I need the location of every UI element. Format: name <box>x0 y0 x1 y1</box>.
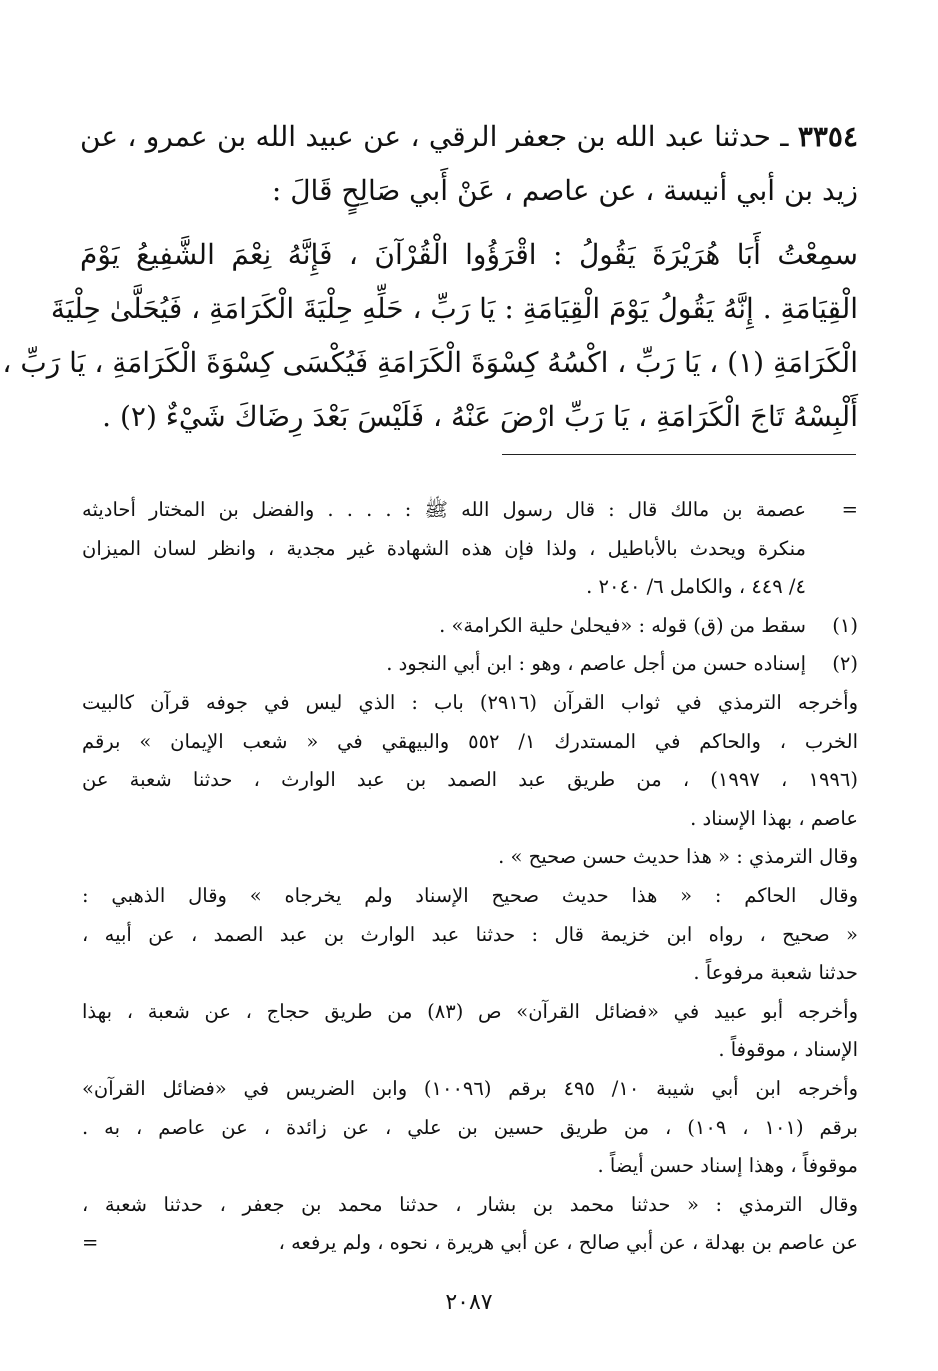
hadith-line: ٣٣٥٤ ـ حدثنا عبد الله بن جعفر الرقي ، عن عبيد الله بن عمرو ، عن <box>80 120 858 153</box>
footnote-line: موقوفاً ، وهذا إسناد حسن أيضاً . <box>597 1154 858 1178</box>
hadith-number: ٣٣٥٤ <box>797 120 858 153</box>
footnote-line: الإسناد ، موقوفاً . <box>718 1038 858 1062</box>
footnotes <box>82 491 858 1263</box>
footnote-line: حدثنا شعبة مرفوعاً . <box>693 961 858 985</box>
hadith-line: الْقِيَامَةِ . إِنَّهُ يَقُولُ يَوْمَ الْقِيَامَةِ : يَا رَبِّ ، حَلِّهِ حِلْيَةَ الْكَرَامَةِ ، فَيُحَلَّىٰ حِلْيَةَ <box>50 292 858 325</box>
footnote-line: ٤/ ٤٤٩ ، والكامل ٦/ ٢٠٤٠ . <box>586 575 806 599</box>
hadith-line: سمِعْتُ أَبَا هُرَيْرَةَ يَقُولُ : اقْرَؤُوا الْقُرْآنَ ، فَإِنَّهُ نِعْمَ الشَّفِيعُ يَوْمَ <box>80 238 858 271</box>
footnote-line: وأخرجه أبو عبيد في «فضائل القرآن» ص (٨٣) من طريق حجاج ، عن شعبة ، بهذا <box>82 999 858 1023</box>
footnote-line: وقال الترمذي : « حدثنا محمد بن بشار ، حدثنا محمد بن جعفر ، حدثنا شعبة ، <box>82 1192 858 1216</box>
footnote-2-marker: (٢) <box>832 652 858 676</box>
footnote-line: « صحيح ، رواه ابن خزيمة قال : حدثنا عبد الوارث بن عبد الصمد ، عن أبيه ، <box>82 922 858 946</box>
continuation-marker: = <box>841 498 858 521</box>
hadith-matn <box>2 228 858 444</box>
hadith-line: الْكَرَامَةِ (١) ، يَا رَبِّ ، اكْسُهُ كِسْوَةَ الْكَرَامَةِ فَيُكْسَى كِسْوَةَ الْكَرَامَةِ ، يَا رَبِّ ، <box>2 346 858 379</box>
footnote-line: وقال الترمذي : « هذا حديث حسن صحيح » . <box>498 845 858 869</box>
hadith-line: زيد بن أبي أنيسة ، عن عاصم ، عَنْ أَبي صَالِحٍ قَالَ : <box>271 174 858 207</box>
footnote-line: وأخرجه ابن أبي شيبة ١٠/ ٤٩٥ برقم (١٠٠٩٦) وابن الضريس في «فضائل القرآن» <box>82 1076 858 1100</box>
footnote-line: الخرب ، والحاكم في المستدرك ١/ ٥٥٢ والبيهقي في « شعب الإيمان » برقم <box>82 729 858 753</box>
page-number: ٢٠٨٧ <box>445 1290 493 1315</box>
footnote-line: (١٩٩٦ ، ١٩٩٧) ، من طريق عبد الصمد بن عبد الوارث ، حدثنا شعبة عن <box>82 768 858 792</box>
hadith-text <box>80 110 858 218</box>
footnote-1-marker: (١) <box>832 613 858 637</box>
footnote-line: وقال الحاكم : « هذا حديث صحيح الإسناد ولم يخرجاه » وقال الذهبي : <box>82 883 858 907</box>
footnote-line: برقم (١٠١ ، ١٠٩) ، من طريق حسين بن علي ، عن زائدة ، عن عاصم ، به . <box>82 1115 858 1139</box>
footnote-1: (١) سقط من (ق) قوله : «فيحلىٰ حلية الكرامة» . <box>82 607 858 646</box>
footnote-line: وأخرجه الترمذي في ثواب القرآن (٢٩١٦) باب : الذي ليس في جوفه قرآن كالبيت <box>82 690 858 714</box>
footnote-divider <box>502 454 856 455</box>
footnote-line: عاصم ، بهذا الإسناد . <box>690 806 858 830</box>
hadith-line: أَلْبِسْهُ تَاجَ الْكَرَامَةِ ، يَا رَبِّ ارْضَ عَنْهُ ، فَلَيْسَ بَعْدَ رِضَاكَ شَيْءٌ (٢) . <box>102 400 858 433</box>
footnote-2: (٢) إسناده حسن من أجل عاصم ، وهو : ابن أبي النجود . <box>82 645 858 684</box>
footnote-line: عن عاصم بن بهدلة ، عن أبي صالح ، عن أبي هريرة ، نحوه ، ولم يرفعه ، = <box>82 1224 858 1263</box>
footnote-line: منكرة ويحدث بالأباطيل ، ولذا فإن هذه الشهادة غير مجدية ، وانظر لسان الميزان <box>82 536 806 560</box>
footnote-line: = عصمة بن مالك قال : قال رسول الله ﷺ : . . . . والفضل بن المختار أحاديثه <box>82 491 858 530</box>
continuation-end-marker: = <box>82 1231 99 1255</box>
